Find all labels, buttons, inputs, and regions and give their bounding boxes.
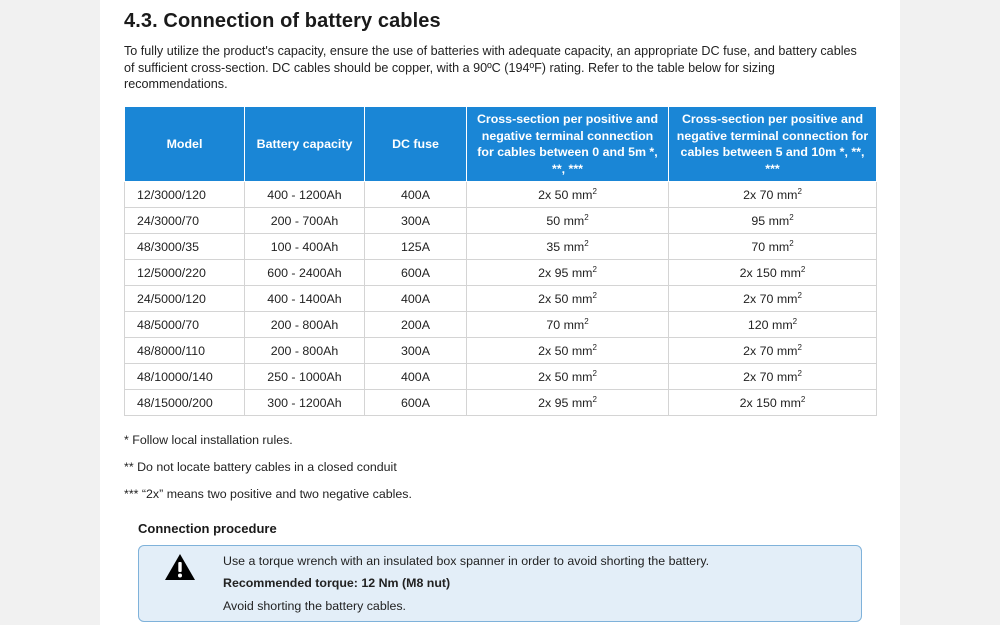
header-cross-section-0-5m: Cross-section per positive and negative terminal connection for cables between 0 and 5m *, **, *** [467, 107, 669, 182]
procedure-title: Connection procedure [138, 521, 277, 536]
cross-section-value: 35 [546, 239, 561, 254]
cross-section-value: 2x 95 [538, 395, 569, 410]
unit-exponent: 2 [789, 212, 794, 222]
unit-label: mm [571, 187, 593, 202]
unit-label: mm [571, 343, 593, 358]
cell-cross-section-5-10m [669, 260, 877, 286]
recommended-torque: Recommended torque: 12 Nm (M8 nut) [223, 576, 451, 590]
unit-label: mm [571, 395, 593, 410]
cross-section-value: 2x 70 [743, 343, 774, 358]
footnote-1: * Follow local installation rules. [124, 433, 293, 447]
cross-section-value: 70 [546, 317, 561, 332]
cell-model: 24/5000/120 [125, 286, 245, 312]
cell-model: 48/5000/70 [125, 312, 245, 338]
cell-dc-fuse: 125A [365, 234, 467, 260]
cell-model: 48/8000/110 [125, 338, 245, 364]
section-heading: 4.3. Connection of battery cables [124, 10, 441, 32]
unit-label: mm [571, 369, 593, 384]
cell-dc-fuse: 300A [365, 208, 467, 234]
cross-section-value: 2x 50 [538, 187, 569, 202]
cross-section-value: 70 [751, 239, 766, 254]
cross-section-value: 2x 150 [739, 395, 777, 410]
table-row [125, 208, 877, 234]
cross-section-value: 120 [747, 317, 769, 332]
cell-cross-section-0-5m [467, 260, 669, 286]
warning-icon [163, 552, 197, 587]
cell-cross-section-0-5m [467, 364, 669, 390]
cell-dc-fuse: 600A [365, 260, 467, 286]
cell-cross-section-5-10m [669, 286, 877, 312]
unit-exponent: 2 [797, 342, 802, 352]
table-row [125, 338, 877, 364]
unit-label: mm [571, 265, 593, 280]
cell-cross-section-5-10m [669, 390, 877, 416]
header-dc-fuse: DC fuse [365, 107, 467, 182]
unit-exponent: 2 [800, 394, 806, 404]
cell-model: 48/15000/200 [125, 390, 245, 416]
unit-label: mm [776, 291, 798, 306]
cell-battery-capacity: 250 - 1000Ah [245, 364, 365, 390]
cell-cross-section-0-5m [467, 182, 669, 208]
cell-dc-fuse: 400A [365, 286, 467, 312]
unit-label: mm [776, 187, 798, 202]
unit-label: mm [563, 213, 585, 228]
cross-section-value: 2x 150 [739, 265, 777, 280]
cross-section-value: 2x 70 [743, 369, 774, 384]
table-body [125, 182, 877, 416]
unit-exponent: 2 [592, 186, 597, 196]
header-cross-section-5-10m: Cross-section per positive and negative terminal connection for cables between 5 and 10m *, **, *** [669, 107, 877, 182]
unit-label: mm [563, 317, 585, 332]
footnote-3: *** “2x” means two positive and two negative cables. [124, 487, 412, 501]
cell-cross-section-5-10m [669, 312, 877, 338]
warning-callout [138, 545, 862, 622]
cell-dc-fuse: 200A [365, 312, 467, 338]
table-row [125, 312, 877, 338]
unit-exponent: 2 [592, 290, 597, 300]
unit-exponent: 2 [797, 290, 802, 300]
procedure-line-1: Use a torque wrench with an insulated box spanner in order to avoid shorting the battery. [223, 554, 710, 568]
cell-cross-section-0-5m [467, 338, 669, 364]
cross-section-value: 2x 50 [538, 343, 569, 358]
unit-label: mm [768, 213, 790, 228]
cell-battery-capacity: 400 - 1400Ah [245, 286, 365, 312]
unit-label: mm [776, 343, 798, 358]
cell-battery-capacity: 200 - 700Ah [245, 208, 365, 234]
cross-section-value: 2x 70 [743, 187, 774, 202]
intro-paragraph: To fully utilize the product's capacity, ensure the use of batteries with adequate capacity, an appropriate DC fuse, and battery cables of sufficient cross-section. DC cables should be copper, with a 90ºC (194ºF) rating. Refer to the table below for sizing recommendations. [124, 44, 857, 91]
table-row [125, 390, 877, 416]
cell-cross-section-0-5m [467, 312, 669, 338]
cross-section-value: 2x 70 [743, 291, 774, 306]
cell-dc-fuse: 600A [365, 390, 467, 416]
procedure-line-3: Avoid shorting the battery cables. [223, 599, 406, 613]
header-model: Model [125, 107, 245, 182]
cell-cross-section-0-5m [467, 390, 669, 416]
unit-label: mm [780, 395, 801, 410]
cross-section-value: 2x 95 [538, 265, 569, 280]
cell-cross-section-0-5m [467, 286, 669, 312]
unit-exponent: 2 [789, 238, 794, 248]
unit-exponent: 2 [584, 238, 589, 248]
footnote-2: ** Do not locate battery cables in a closed conduit [124, 460, 397, 474]
unit-exponent: 2 [592, 342, 597, 352]
unit-exponent: 2 [592, 394, 597, 404]
document-page [100, 0, 900, 625]
cell-cross-section-5-10m [669, 182, 877, 208]
cell-battery-capacity: 600 - 2400Ah [245, 260, 365, 286]
cell-cross-section-5-10m [669, 234, 877, 260]
cell-battery-capacity: 400 - 1200Ah [245, 182, 365, 208]
unit-exponent: 2 [792, 316, 798, 326]
cell-cross-section-0-5m [467, 208, 669, 234]
table-row [125, 260, 877, 286]
unit-label: mm [780, 265, 801, 280]
unit-exponent: 2 [800, 264, 806, 274]
cell-model: 48/10000/140 [125, 364, 245, 390]
cell-cross-section-5-10m [669, 338, 877, 364]
cross-section-value: 95 [751, 213, 766, 228]
header-battery-capacity: Battery capacity [245, 107, 365, 182]
cell-battery-capacity: 200 - 800Ah [245, 338, 365, 364]
unit-exponent: 2 [592, 368, 597, 378]
unit-exponent: 2 [584, 316, 589, 326]
table-row [125, 234, 877, 260]
cell-cross-section-5-10m [669, 364, 877, 390]
table-row [125, 364, 877, 390]
cell-battery-capacity: 300 - 1200Ah [245, 390, 365, 416]
cell-dc-fuse: 400A [365, 364, 467, 390]
cell-model: 48/3000/35 [125, 234, 245, 260]
table-header-row [125, 107, 877, 182]
cell-model: 24/3000/70 [125, 208, 245, 234]
cell-cross-section-5-10m [669, 208, 877, 234]
table-row [125, 286, 877, 312]
cell-dc-fuse: 300A [365, 338, 467, 364]
cell-battery-capacity: 100 - 400Ah [245, 234, 365, 260]
unit-label: mm [772, 317, 793, 332]
cell-cross-section-0-5m [467, 234, 669, 260]
unit-exponent: 2 [592, 264, 597, 274]
cross-section-value: 2x 50 [538, 291, 569, 306]
table-row [125, 182, 877, 208]
unit-label: mm [563, 239, 585, 254]
cross-section-value: 2x 50 [538, 369, 569, 384]
cell-dc-fuse: 400A [365, 182, 467, 208]
unit-label: mm [776, 369, 798, 384]
cell-model: 12/3000/120 [125, 182, 245, 208]
cell-model: 12/5000/220 [125, 260, 245, 286]
unit-label: mm [571, 291, 593, 306]
unit-exponent: 2 [584, 212, 589, 222]
unit-exponent: 2 [797, 368, 802, 378]
cell-battery-capacity: 200 - 800Ah [245, 312, 365, 338]
unit-exponent: 2 [797, 186, 802, 196]
cross-section-value: 50 [546, 213, 561, 228]
unit-label: mm [768, 239, 790, 254]
cable-sizing-table [124, 106, 877, 416]
